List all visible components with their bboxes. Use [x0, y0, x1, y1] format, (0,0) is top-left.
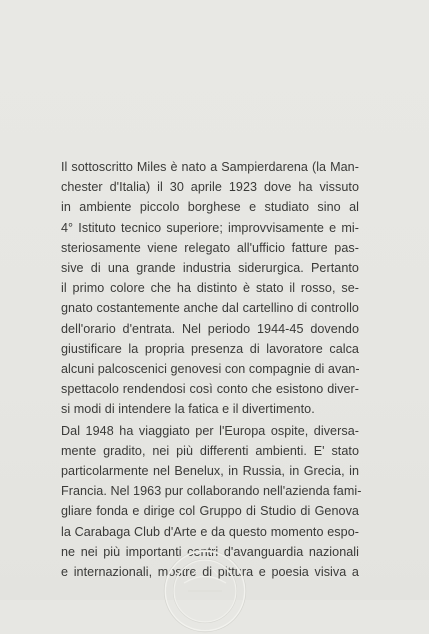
text-line: chester d'Italia) il 30 aprile 1923 dove ha vissuto: [61, 180, 359, 195]
text-line: sive di una grande industria siderurgica. Pertanto: [61, 261, 359, 276]
text-line: gliare fonda e dirige col Gruppo di Studio di Genova: [61, 504, 359, 519]
text-line: il primo colore che ha distinto è stato il rosso, se-: [61, 281, 359, 296]
text-line: la Carabaga Club d'Arte e da questo momento espo-: [61, 524, 359, 539]
body-text: [61, 157, 362, 582]
blind-embossed-seal: [162, 548, 248, 634]
text-line: giustificare la propria presenza di lavoratore calca: [61, 341, 359, 356]
text-line: dell'orario d'entrata. Nel periodo 1944-45 dovendo: [61, 321, 359, 336]
text-line: mente gradito, nei più differenti ambienti. E' stato: [61, 443, 359, 458]
text-line: steriosamente viene relegato all'ufficio fatture pas-: [61, 240, 359, 255]
text-line: gnato costantemente anche dal cartellino di controllo: [61, 301, 359, 316]
text-line: alcuni palcoscenici genovesi con compagnie di avan-: [61, 362, 360, 377]
text-line: Francia. Nel 1963 pur collaborando nell'azienda fami-: [61, 484, 362, 499]
text-line: Dal 1948 ha viaggiato per l'Europa ospite, diversa-: [61, 423, 359, 438]
text-line: ne nei più importanti centri d'avanguardia nazionali: [61, 544, 359, 559]
text-line: in ambiente piccolo borghese e studiato sino al: [61, 200, 359, 215]
text-line: Il sottoscritto Miles è nato a Sampierdarena (la Man-: [61, 160, 359, 174]
text-line: si modi di intendere la fatica e il divertimento.: [61, 402, 315, 417]
paragraph-biography-early: [61, 157, 359, 420]
text-line: 4° Istituto tecnico superiore; improvvisamente e mi-: [61, 220, 359, 235]
text-line: e internazionali, mostre di pittura e poesia visiva a: [61, 565, 359, 580]
text-line: particolarmente nel Benelux, in Russia, in Grecia, in: [61, 464, 359, 479]
text-line: spettacolo rendendosi così conto che esistono diver-: [61, 382, 359, 397]
